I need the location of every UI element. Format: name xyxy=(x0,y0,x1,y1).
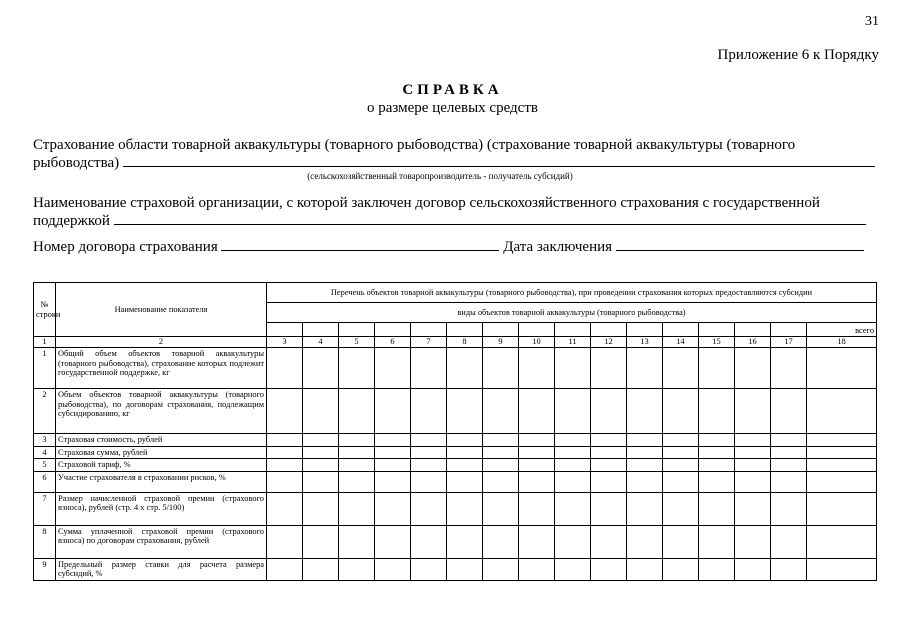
value-cell[interactable] xyxy=(267,525,303,558)
value-cell[interactable] xyxy=(771,446,807,459)
value-cell[interactable] xyxy=(447,492,483,525)
column-number: 9 xyxy=(483,337,519,348)
value-cell[interactable] xyxy=(555,434,591,447)
value-cell[interactable] xyxy=(303,558,339,580)
value-cell[interactable] xyxy=(735,558,771,580)
value-cell[interactable] xyxy=(555,446,591,459)
value-cell[interactable] xyxy=(627,525,663,558)
value-cell[interactable] xyxy=(735,348,771,389)
value-cell[interactable] xyxy=(699,459,735,472)
value-cell[interactable] xyxy=(411,558,447,580)
value-cell[interactable] xyxy=(735,525,771,558)
value-cell[interactable] xyxy=(339,459,375,472)
value-cell[interactable] xyxy=(771,389,807,434)
value-cell[interactable] xyxy=(771,348,807,389)
contract-date-label: Дата заключения xyxy=(503,239,613,255)
value-cell[interactable] xyxy=(771,525,807,558)
value-cell[interactable] xyxy=(555,525,591,558)
row-number: 5 xyxy=(34,459,56,472)
value-cell[interactable] xyxy=(447,434,483,447)
value-cell[interactable] xyxy=(807,459,877,472)
value-cell[interactable] xyxy=(807,348,877,389)
value-cell[interactable] xyxy=(483,446,519,459)
value-cell[interactable] xyxy=(699,525,735,558)
type-cell[interactable] xyxy=(375,323,411,337)
value-cell[interactable] xyxy=(267,348,303,389)
value-cell[interactable] xyxy=(627,389,663,434)
value-cell[interactable] xyxy=(375,348,411,389)
value-cell[interactable] xyxy=(267,434,303,447)
document-title: СПРАВКА xyxy=(402,82,503,98)
value-cell[interactable] xyxy=(555,492,591,525)
type-cell[interactable] xyxy=(483,323,519,337)
value-cell[interactable] xyxy=(483,434,519,447)
table-row xyxy=(34,459,877,472)
type-cell[interactable] xyxy=(339,323,375,337)
row-number: 9 xyxy=(34,558,56,580)
value-cell[interactable] xyxy=(411,459,447,472)
value-cell[interactable] xyxy=(447,525,483,558)
value-cell[interactable] xyxy=(375,525,411,558)
value-cell[interactable] xyxy=(627,459,663,472)
value-cell[interactable] xyxy=(591,471,627,492)
value-cell[interactable] xyxy=(555,389,591,434)
value-cell[interactable] xyxy=(771,558,807,580)
value-cell[interactable] xyxy=(591,492,627,525)
column-number: 17 xyxy=(771,337,807,348)
value-cell[interactable] xyxy=(591,348,627,389)
value-cell[interactable] xyxy=(771,492,807,525)
value-cell[interactable] xyxy=(483,471,519,492)
row-number: 7 xyxy=(34,492,56,525)
value-cell[interactable] xyxy=(663,492,699,525)
value-cell[interactable] xyxy=(303,471,339,492)
type-cell[interactable] xyxy=(267,323,303,337)
value-cell[interactable] xyxy=(627,492,663,525)
indicator-name: Страховая стоимость, рублей xyxy=(56,434,267,447)
value-cell[interactable] xyxy=(699,492,735,525)
value-cell[interactable] xyxy=(303,459,339,472)
table-row xyxy=(34,434,877,447)
value-cell[interactable] xyxy=(519,492,555,525)
value-cell[interactable] xyxy=(699,348,735,389)
value-cell[interactable] xyxy=(303,492,339,525)
value-cell[interactable] xyxy=(663,459,699,472)
value-cell[interactable] xyxy=(411,348,447,389)
value-cell[interactable] xyxy=(627,471,663,492)
value-cell[interactable] xyxy=(483,525,519,558)
insurer-line-2 xyxy=(33,212,880,230)
value-cell[interactable] xyxy=(447,446,483,459)
value-cell[interactable] xyxy=(267,446,303,459)
value-cell[interactable] xyxy=(303,446,339,459)
insurance-line-2 xyxy=(33,154,880,172)
value-cell[interactable] xyxy=(807,471,877,492)
value-cell[interactable] xyxy=(483,348,519,389)
value-cell[interactable] xyxy=(447,459,483,472)
value-cell[interactable] xyxy=(735,434,771,447)
value-cell[interactable] xyxy=(447,348,483,389)
value-cell[interactable] xyxy=(663,558,699,580)
column-number: 5 xyxy=(339,337,375,348)
value-cell[interactable] xyxy=(375,471,411,492)
value-cell[interactable] xyxy=(519,389,555,434)
value-cell[interactable] xyxy=(807,389,877,434)
value-cell[interactable] xyxy=(267,389,303,434)
value-cell[interactable] xyxy=(303,348,339,389)
value-cell[interactable] xyxy=(411,446,447,459)
value-cell[interactable] xyxy=(735,459,771,472)
value-cell[interactable] xyxy=(771,459,807,472)
column-number: 6 xyxy=(375,337,411,348)
value-cell[interactable] xyxy=(339,471,375,492)
indicator-name: Страховая сумма, рублей xyxy=(56,446,267,459)
value-cell[interactable] xyxy=(663,389,699,434)
value-cell[interactable] xyxy=(663,348,699,389)
value-cell[interactable] xyxy=(303,434,339,447)
value-cell[interactable] xyxy=(375,492,411,525)
recipient-hint: (сельскохозяйственный товаропроизводитель - получатель субсидий) xyxy=(307,171,573,181)
column-number: 12 xyxy=(591,337,627,348)
value-cell[interactable] xyxy=(591,389,627,434)
value-cell[interactable] xyxy=(555,459,591,472)
value-cell[interactable] xyxy=(375,446,411,459)
value-cell[interactable] xyxy=(699,446,735,459)
column-number: 3 xyxy=(267,337,303,348)
row-number: 4 xyxy=(34,446,56,459)
table-row xyxy=(34,446,877,459)
value-cell[interactable] xyxy=(519,348,555,389)
value-cell[interactable] xyxy=(339,434,375,447)
column-number: 13 xyxy=(627,337,663,348)
value-cell[interactable] xyxy=(627,434,663,447)
page-number: 31 xyxy=(865,14,879,29)
contract-line xyxy=(33,238,880,256)
value-cell[interactable] xyxy=(267,459,303,472)
value-cell[interactable] xyxy=(555,558,591,580)
type-cell[interactable] xyxy=(411,323,447,337)
type-cell[interactable] xyxy=(519,323,555,337)
column-number: 8 xyxy=(447,337,483,348)
table-row xyxy=(34,389,877,434)
value-cell[interactable] xyxy=(339,348,375,389)
value-cell[interactable] xyxy=(483,558,519,580)
type-cell[interactable] xyxy=(447,323,483,337)
value-cell[interactable] xyxy=(339,525,375,558)
value-cell[interactable] xyxy=(483,389,519,434)
value-cell[interactable] xyxy=(771,434,807,447)
type-cell[interactable] xyxy=(735,323,771,337)
value-cell[interactable] xyxy=(771,471,807,492)
row-number: 8 xyxy=(34,525,56,558)
contract-date-fill-line[interactable] xyxy=(616,238,864,251)
value-cell[interactable] xyxy=(663,446,699,459)
value-cell[interactable] xyxy=(519,471,555,492)
value-cell[interactable] xyxy=(375,389,411,434)
value-cell[interactable] xyxy=(375,434,411,447)
value-cell[interactable] xyxy=(267,471,303,492)
value-cell[interactable] xyxy=(807,558,877,580)
value-cell[interactable] xyxy=(591,558,627,580)
column-number: 16 xyxy=(735,337,771,348)
value-cell[interactable] xyxy=(735,471,771,492)
type-cell[interactable] xyxy=(771,323,807,337)
value-cell[interactable] xyxy=(663,471,699,492)
column-number: 1 xyxy=(34,337,56,348)
value-cell[interactable] xyxy=(591,525,627,558)
table-row xyxy=(34,348,877,389)
value-cell[interactable] xyxy=(519,446,555,459)
column-number: 18 xyxy=(807,337,877,348)
value-cell[interactable] xyxy=(339,558,375,580)
indicator-name: Участие страхователя в страховании рисков, % xyxy=(56,471,267,492)
indicator-name: Предельный размер ставки для расчета размера субсидий, % xyxy=(56,558,267,580)
type-cell[interactable] xyxy=(555,323,591,337)
value-cell[interactable] xyxy=(699,471,735,492)
insurance-line-1: Страхование области товарной аквакультуры (товарного рыбоводства) (страхование товарной аквакультуры (товарного xyxy=(33,137,796,153)
value-cell[interactable] xyxy=(447,558,483,580)
value-cell[interactable] xyxy=(807,434,877,447)
value-cell[interactable] xyxy=(555,471,591,492)
value-cell[interactable] xyxy=(267,492,303,525)
types-header: виды объектов товарной аквакультуры (товарного рыбоводства) xyxy=(267,303,877,323)
total-header: всего xyxy=(807,323,877,337)
indicator-name: Объем объектов товарной аквакультуры (товарного рыбоводства), по договорам страхования, подлежащим субсидированию, кг xyxy=(56,389,267,434)
contract-number-fill-line[interactable] xyxy=(221,238,499,251)
type-cell[interactable] xyxy=(627,323,663,337)
value-cell[interactable] xyxy=(519,558,555,580)
column-number: 10 xyxy=(519,337,555,348)
insurance-line-2-text: рыбоводства) xyxy=(33,155,120,171)
row-number-header: № строки xyxy=(34,283,56,337)
type-cell[interactable] xyxy=(663,323,699,337)
insurer-fill-line[interactable] xyxy=(114,212,866,225)
value-cell[interactable] xyxy=(411,525,447,558)
value-cell[interactable] xyxy=(483,492,519,525)
type-cell[interactable] xyxy=(303,323,339,337)
row-number: 6 xyxy=(34,471,56,492)
value-cell[interactable] xyxy=(699,558,735,580)
value-cell[interactable] xyxy=(411,434,447,447)
row-number: 3 xyxy=(34,434,56,447)
value-cell[interactable] xyxy=(591,446,627,459)
document-subtitle: о размере целевых средств xyxy=(367,100,538,116)
objects-header: Перечень объектов товарной аквакультуры (товарного рыбоводства), при проведении страхования которых предоставляются субсидии xyxy=(267,283,877,303)
value-cell[interactable] xyxy=(339,446,375,459)
value-cell[interactable] xyxy=(735,446,771,459)
column-number: 7 xyxy=(411,337,447,348)
column-number: 2 xyxy=(56,337,267,348)
appendix-label: Приложение 6 к Порядку xyxy=(717,47,879,63)
value-cell[interactable] xyxy=(339,389,375,434)
value-cell[interactable] xyxy=(591,459,627,472)
value-cell[interactable] xyxy=(375,558,411,580)
value-cell[interactable] xyxy=(375,459,411,472)
table-row xyxy=(34,558,877,580)
insurer-line-2-text: поддержкой xyxy=(33,213,110,229)
row-number: 2 xyxy=(34,389,56,434)
value-cell[interactable] xyxy=(591,434,627,447)
table-row xyxy=(34,492,877,525)
value-cell[interactable] xyxy=(663,434,699,447)
indicator-header: Наименование показателя xyxy=(56,283,267,337)
type-cell[interactable] xyxy=(699,323,735,337)
indicator-name: Размер начисленной страховой премии (страхового взноса), рублей (стр. 4 x стр. 5/100) xyxy=(56,492,267,525)
value-cell[interactable] xyxy=(411,389,447,434)
type-cell[interactable] xyxy=(591,323,627,337)
value-cell[interactable] xyxy=(663,525,699,558)
value-cell[interactable] xyxy=(447,471,483,492)
value-cell[interactable] xyxy=(339,492,375,525)
table-row xyxy=(34,525,877,558)
value-cell[interactable] xyxy=(447,389,483,434)
value-cell[interactable] xyxy=(807,492,877,525)
row-number: 1 xyxy=(34,348,56,389)
value-cell[interactable] xyxy=(699,434,735,447)
column-number: 4 xyxy=(303,337,339,348)
value-cell[interactable] xyxy=(411,471,447,492)
indicator-name: Страховой тариф, % xyxy=(56,459,267,472)
value-cell[interactable] xyxy=(303,525,339,558)
indicator-name: Общий объем объектов товарной аквакультуры (товарного рыбоводства), страхование которых подлежит государственной поддержке, кг xyxy=(56,348,267,389)
value-cell[interactable] xyxy=(627,348,663,389)
value-cell[interactable] xyxy=(735,389,771,434)
value-cell[interactable] xyxy=(807,446,877,459)
subsidy-table xyxy=(33,282,877,581)
indicator-name: Сумма уплаченной страховой премии (страхового взноса) по договорам страхования, рублей xyxy=(56,525,267,558)
value-cell[interactable] xyxy=(267,558,303,580)
value-cell[interactable] xyxy=(483,459,519,472)
column-number: 14 xyxy=(663,337,699,348)
column-number: 11 xyxy=(555,337,591,348)
value-cell[interactable] xyxy=(627,446,663,459)
value-cell[interactable] xyxy=(807,525,877,558)
contract-number-label: Номер договора страхования xyxy=(33,239,218,255)
column-number: 15 xyxy=(699,337,735,348)
value-cell[interactable] xyxy=(735,492,771,525)
value-cell[interactable] xyxy=(699,389,735,434)
value-cell[interactable] xyxy=(303,389,339,434)
recipient-fill-line[interactable] xyxy=(123,154,875,167)
value-cell[interactable] xyxy=(555,348,591,389)
value-cell[interactable] xyxy=(519,434,555,447)
table-row xyxy=(34,471,877,492)
value-cell[interactable] xyxy=(519,459,555,472)
value-cell[interactable] xyxy=(411,492,447,525)
value-cell[interactable] xyxy=(627,558,663,580)
insurer-line-1: Наименование страховой организации, с которой заключен договор сельскохозяйственного страхования с государственной xyxy=(33,195,820,211)
value-cell[interactable] xyxy=(519,525,555,558)
